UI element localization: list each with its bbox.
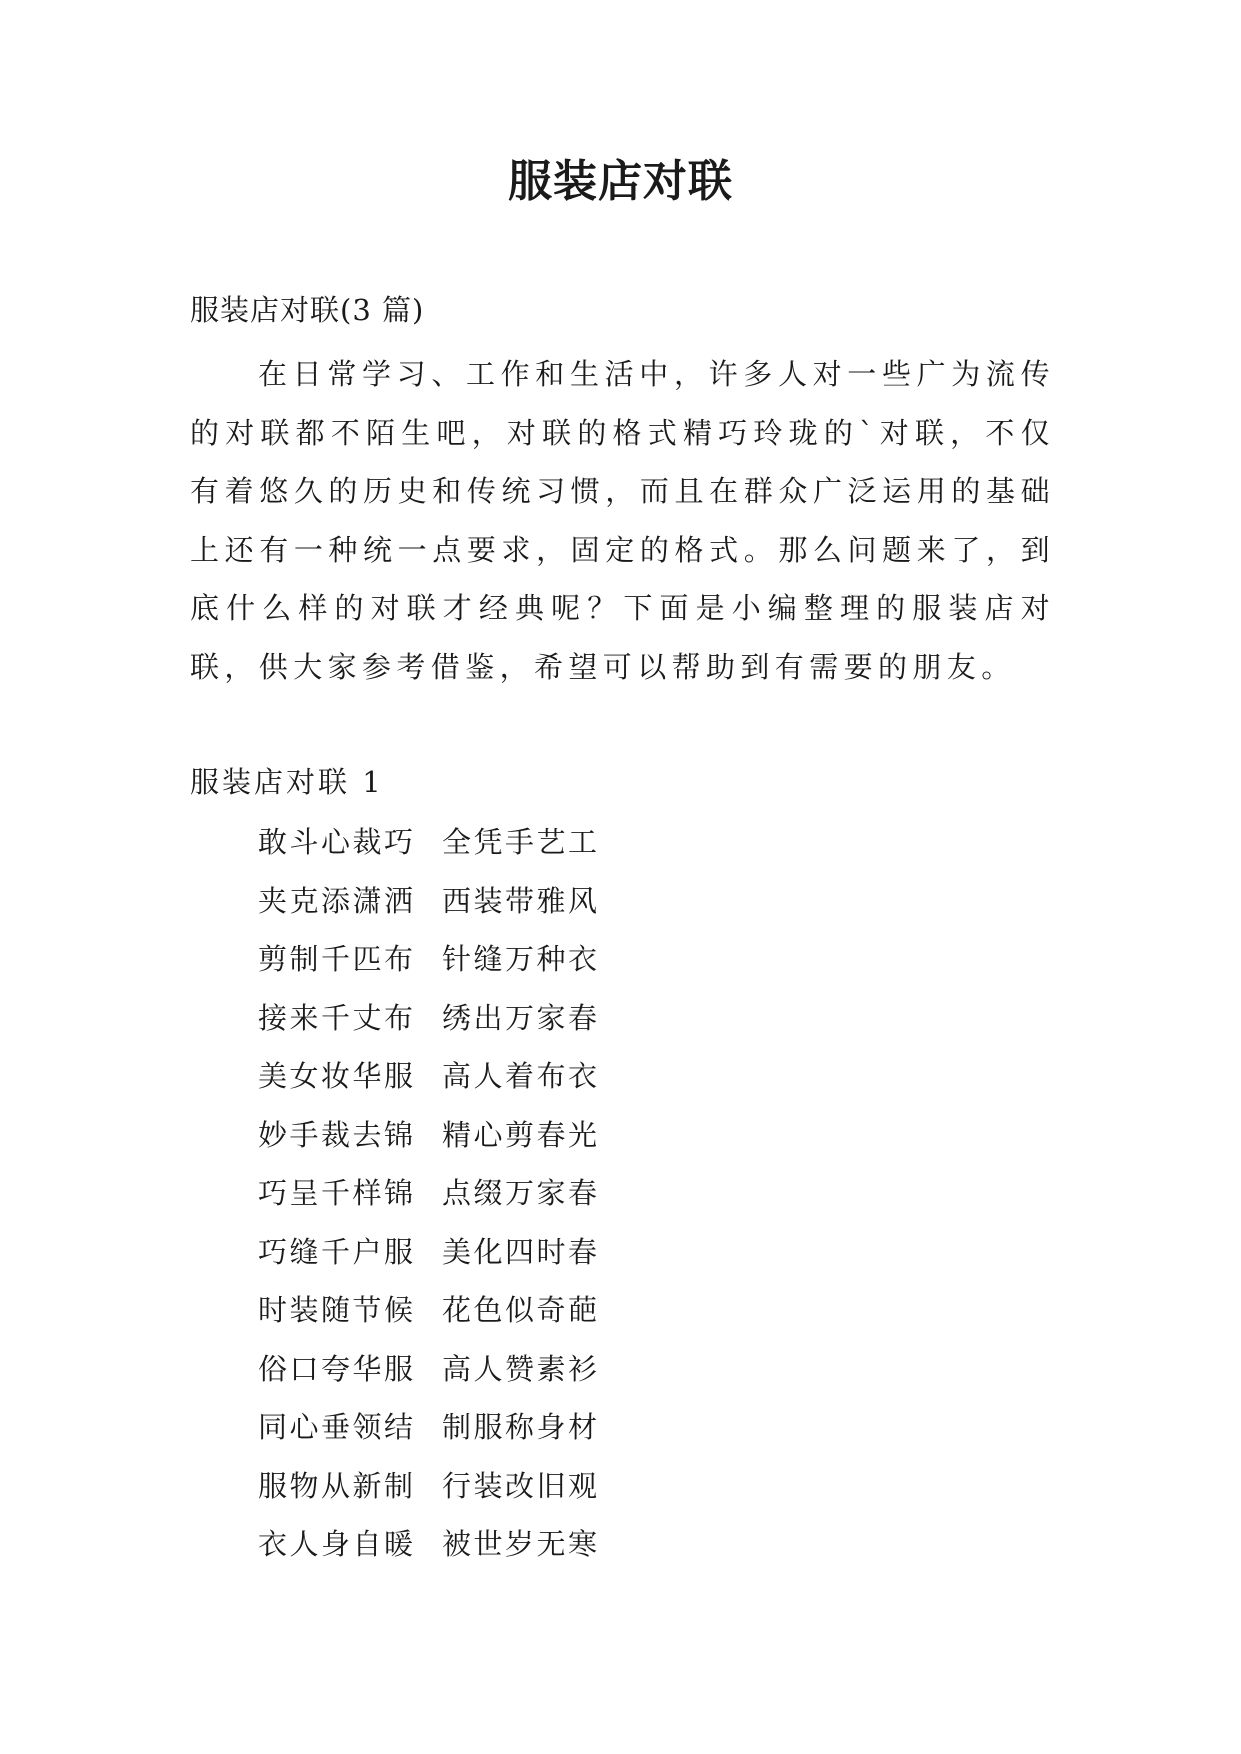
couplet-row [258, 1340, 600, 1399]
couplet-first-line: 妙手裁去锦 [258, 1117, 416, 1152]
couplet-first-line: 衣人身自暖 [258, 1527, 416, 1561]
couplet-first-line: 同心垂领结 [258, 1410, 416, 1444]
couplet-row [258, 1106, 600, 1165]
couplet-row [258, 813, 600, 872]
document-subtitle: 服装店对联(3 篇) [190, 293, 425, 327]
couplet-first-line: 俗口夸华服 [258, 1351, 416, 1386]
couplet-row [258, 930, 600, 989]
couplet-first-line: 夹克添潇洒 [258, 883, 416, 918]
couplet-first-line: 敢斗心裁巧 [258, 825, 416, 859]
couplet-second-line: 全凭手艺工 [442, 825, 600, 859]
couplet-row [258, 1223, 600, 1282]
couplet-second-line: 制服称身材 [442, 1410, 600, 1444]
couplet-second-line: 被世岁无寒 [442, 1527, 600, 1561]
couplet-second-line: 高人赞素衫 [442, 1351, 600, 1386]
couplet-first-line: 巧呈千样锦 [258, 1176, 416, 1210]
couplet-row [258, 1047, 600, 1106]
couplet-second-line: 美化四时春 [442, 1234, 600, 1269]
couplet-list [258, 813, 600, 1574]
couplet-row [258, 989, 600, 1048]
couplet-second-line: 精心剪春光 [442, 1117, 600, 1152]
couplet-second-line: 针缝万种衣 [442, 942, 600, 976]
couplet-second-line: 高人着布衣 [442, 1059, 600, 1093]
couplet-row [258, 1281, 600, 1340]
couplet-first-line: 剪制千匹布 [258, 942, 416, 976]
intro-paragraph: 在日常学习、工作和生活中，许多人对一些广为流传的对联都不陌生吧，对联的格式精巧玲珑的`对联，不仅有着悠久的历史和传统习惯，而且在群众广泛运用的基础上还有一种统一点要求，固定的格式。那么问题来了，到底什么样的对联才经典呢？下面是小编整理的服装店对联，供大家参考借鉴，希望可以帮助到有需要的朋友。 [190, 357, 1055, 684]
couplet-first-line: 接来千丈布 [258, 1000, 416, 1035]
document-title: 服装店对联 [508, 156, 733, 207]
couplet-first-line: 服物从新制 [258, 1468, 416, 1503]
couplet-row [258, 1164, 600, 1223]
couplet-row [258, 1515, 600, 1574]
section-title: 服装店对联 1 [190, 765, 384, 799]
couplet-first-line: 美女妆华服 [258, 1059, 416, 1093]
couplet-row [258, 1457, 600, 1516]
couplet-first-line: 时装随节候 [258, 1293, 416, 1327]
couplet-second-line: 绣出万家春 [442, 1000, 600, 1035]
couplet-second-line: 西装带雅风 [442, 883, 600, 918]
couplet-first-line: 巧缝千户服 [258, 1234, 416, 1269]
couplet-second-line: 行装改旧观 [442, 1468, 600, 1503]
couplet-second-line: 花色似奇葩 [442, 1293, 600, 1327]
couplet-row [258, 1398, 600, 1457]
couplet-second-line: 点缀万家春 [442, 1176, 600, 1210]
couplet-row [258, 872, 600, 931]
